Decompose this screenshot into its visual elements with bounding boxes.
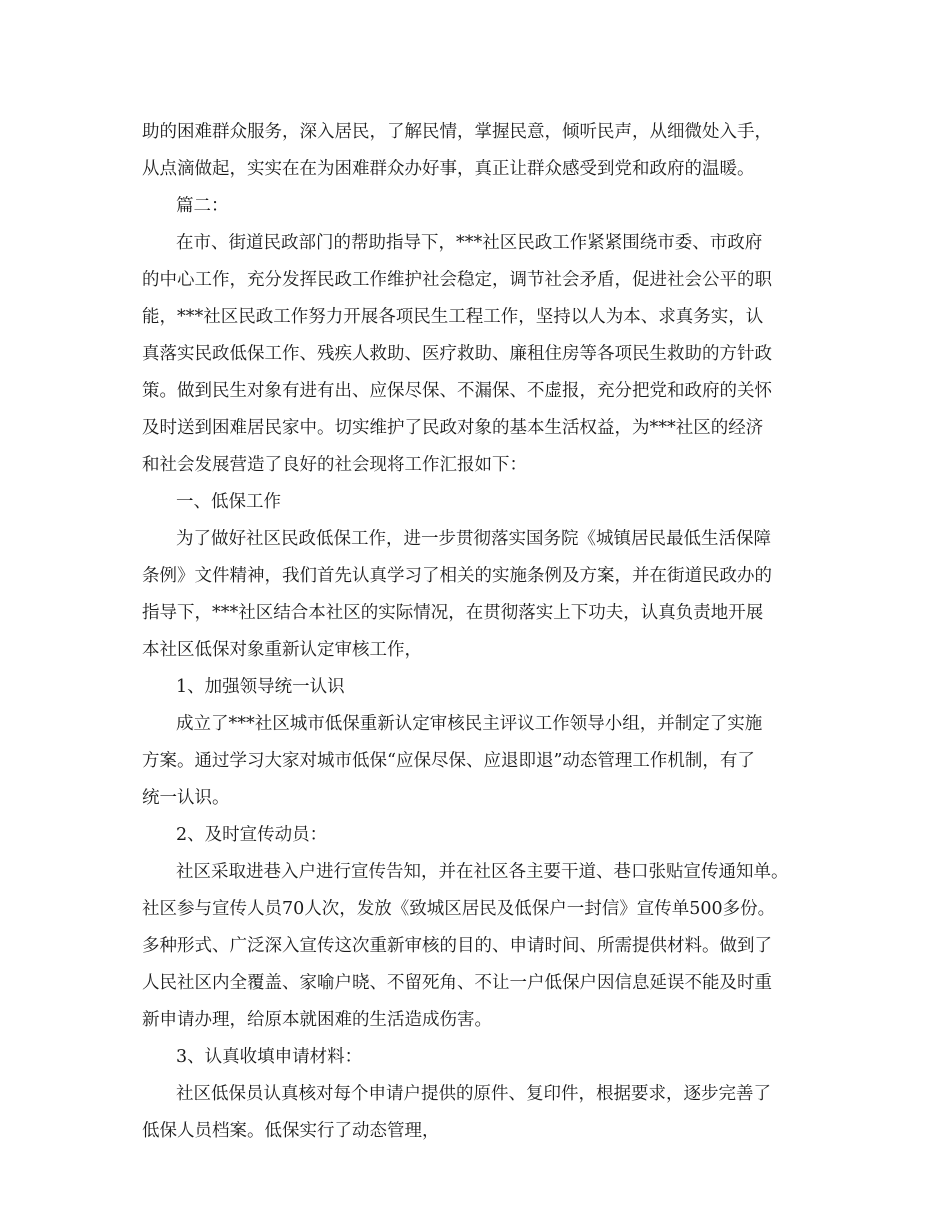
text-line: 能，***社区民政工作努力开展各项民生工程工作，坚持以人为本、求真务实，认 xyxy=(142,307,764,327)
text-line: 方案。通过学习大家对城市低保“应保尽保、应退即退”动态管理工作机制，有了 xyxy=(142,751,755,771)
text-line: 社区参与宣传人员70人次，发放《致城区居民及低保户一封信》宣传单500多份。 xyxy=(142,899,776,919)
paragraph-first-line: 社区低保员认真核对每个申请户提供的原件、复印件，根据要求，逐步完善了 xyxy=(176,1084,771,1104)
text-line: 真落实民政低保工作、残疾人救助、医疗救助、廉租住房等各项民生救助的方针政 xyxy=(142,344,772,364)
text-line: 从点滴做起，实实在在为困难群众办好事，真正让群众感受到党和政府的温暖。 xyxy=(142,159,755,179)
text-line: 统一认识。 xyxy=(142,788,230,808)
paragraph-first-line: 在市、街道民政部门的帮助指导下，***社区民政工作紧紧围绕市委、市政府 xyxy=(176,233,763,253)
text-line: 低保人员档案。低保实行了动态管理， xyxy=(142,1121,440,1141)
text-line: 指导下，***社区结合本社区的实际情况，在贯彻落实上下功夫，认真负责地开展 xyxy=(142,603,764,623)
section-heading: 一、低保工作 xyxy=(176,492,281,512)
text-line: 人民社区内全覆盖、家喻户晓、不留死角、不让一户低保户因信息延误不能及时重 xyxy=(142,973,772,993)
subsection-heading: 1、加强领导统一认识 xyxy=(176,677,345,697)
text-line: 新申请办理，给原本就困难的生活造成伤害。 xyxy=(142,1010,492,1030)
text-line: 及时送到困难居民家中。切实维护了民政对象的基本生活权益，为***社区的经济 xyxy=(142,418,764,438)
section-heading: 篇二： xyxy=(176,196,229,216)
paragraph-first-line: 成立了***社区城市低保重新认定审核民主评议工作领导小组，并制定了实施 xyxy=(176,714,763,734)
text-line: 助的困难群众服务，深入居民，了解民情，掌握民意，倾听民声，从细微处入手， xyxy=(142,122,772,142)
paragraph-first-line: 社区采取进巷入户进行宣传告知，并在社区各主要干道、巷口张贴宣传通知单。 xyxy=(176,862,789,882)
text-line: 策。做到民生对象有进有出、应保尽保、不漏保、不虚报，充分把党和政府的关怀 xyxy=(142,381,772,401)
paragraph-first-line: 为了做好社区民政低保工作，进一步贯彻落实国务院《城镇居民最低生活保障 xyxy=(176,529,771,549)
text-line: 本社区低保对象重新认定审核工作， xyxy=(142,640,422,660)
text-line: 和社会发展营造了良好的社会现将工作汇报如下： xyxy=(142,455,527,475)
text-line: 条例》文件精神，我们首先认真学习了相关的实施条例及方案，并在街道民政办的 xyxy=(142,566,772,586)
text-line: 多种形式、广泛深入宣传这次重新审核的目的、申请时间、所需提供材料。做到了 xyxy=(142,936,772,956)
subsection-heading: 3、认真收填申请材料： xyxy=(176,1047,363,1067)
text-line: 的中心工作，充分发挥民政工作维护社会稳定，调节社会矛盾，促进社会公平的职 xyxy=(142,270,772,290)
subsection-heading: 2、及时宣传动员： xyxy=(176,825,328,845)
